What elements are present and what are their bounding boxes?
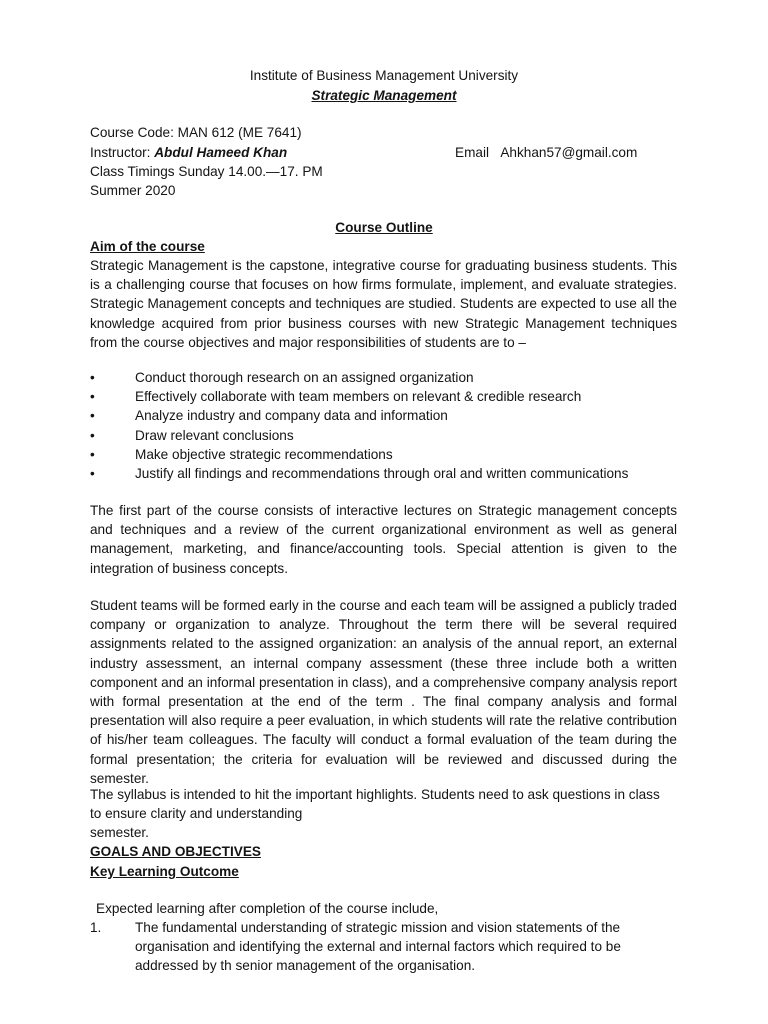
list-item: • Draw relevant conclusions [90, 426, 690, 445]
syllabus-line-1: The syllabus is intended to hit the important highlights. Students need to ask questions in class [90, 787, 660, 802]
course-code: Course Code: MAN 612 (ME 7641) [90, 125, 302, 140]
item-number: 1. [90, 920, 102, 935]
bullet-glyph: • [90, 446, 95, 462]
learning-outcome-item [90, 918, 650, 976]
bullet-glyph: • [90, 370, 95, 385]
bullet-glyph: • [90, 465, 95, 481]
responsibilities-list [90, 368, 690, 483]
syllabus-line-2: to ensure clarity and understanding [90, 806, 303, 821]
list-item: • Justify all findings and recommendations through oral and written communications [90, 464, 690, 483]
bullet-glyph: • [90, 389, 95, 405]
bullet-glyph: • [90, 408, 95, 424]
class-timings: Class Timings Sunday 14.00.—17. PM [90, 164, 323, 179]
teams-paragraph: Student teams will be formed early in the course and each team will be assigned a publicly traded company or organization to analyze. Throughout the term there will be several required assignments related to the assigned organization: an analysis of the annual report, an external industry assessment, an internal company assessment (these three include both a written component and an informal presentation in class), and a comprehensive company analysis report with formal presentation at the end of the term . The final company analysis and formal presentation will also require a peer evaluation, in which students will rate the relative contribution of his/her team colleagues. The faculty will conduct a formal evaluation of the team during the formal presentation; the criteria for evaluation will be reviewed and discussed during the semester. [90, 598, 677, 786]
instructor-label: Instructor: [90, 145, 155, 160]
list-item: • Conduct thorough research on an assigned organization [90, 368, 690, 387]
item-text: The fundamental understanding of strategic mission and vision statements of the organisation and identifying the external and internal factors which required to be addressed by th senior management of the organisation. [135, 920, 621, 974]
term: Summer 2020 [90, 183, 176, 198]
course-title: Strategic Management [311, 88, 457, 103]
email-label: Email [455, 145, 489, 160]
syllabus-line-3: semester. [90, 825, 149, 840]
list-item: • Make objective strategic recommendations [90, 445, 690, 464]
instructor-name: Abdul Hameed Khan [154, 145, 288, 160]
expected-learning-intro: Expected learning after completion of the course include, [96, 901, 439, 916]
aim-paragraph: Strategic Management is the capstone, integrative course for graduating business students. This is a challenging course that focuses on how firms formulate, implement, and evaluate strategies. Strategic Management concepts and techniques are studied. Students are expected to use all the knowledge acquired from prior business courses with new Strategic Management techniques from the course objectives and major responsibilities of students are to – [90, 258, 677, 350]
instructor-line [90, 143, 287, 162]
bullet-glyph: • [90, 427, 95, 443]
goals-heading: GOALS AND OBJECTIVES [90, 844, 261, 859]
list-item: • Effectively collaborate with team members on relevant & credible research [90, 387, 690, 406]
email-line [455, 143, 637, 162]
lectures-paragraph: The first part of the course consists of interactive lectures on Strategic management concepts and techniques and a review of the current organizational environment as well as general management, marketing, and finance/accounting tools. Special attention is given to the integration of business concepts. [90, 503, 677, 576]
aim-heading: Aim of the course [90, 239, 205, 254]
course-outline-heading: Course Outline [335, 220, 433, 235]
key-learning-outcome-heading: Key Learning Outcome [90, 864, 239, 879]
email-address[interactable]: Ahkhan57@gmail.com [500, 145, 638, 160]
list-item: • Analyze industry and company data and information [90, 406, 690, 425]
institute-name: Institute of Business Management University [249, 68, 519, 83]
